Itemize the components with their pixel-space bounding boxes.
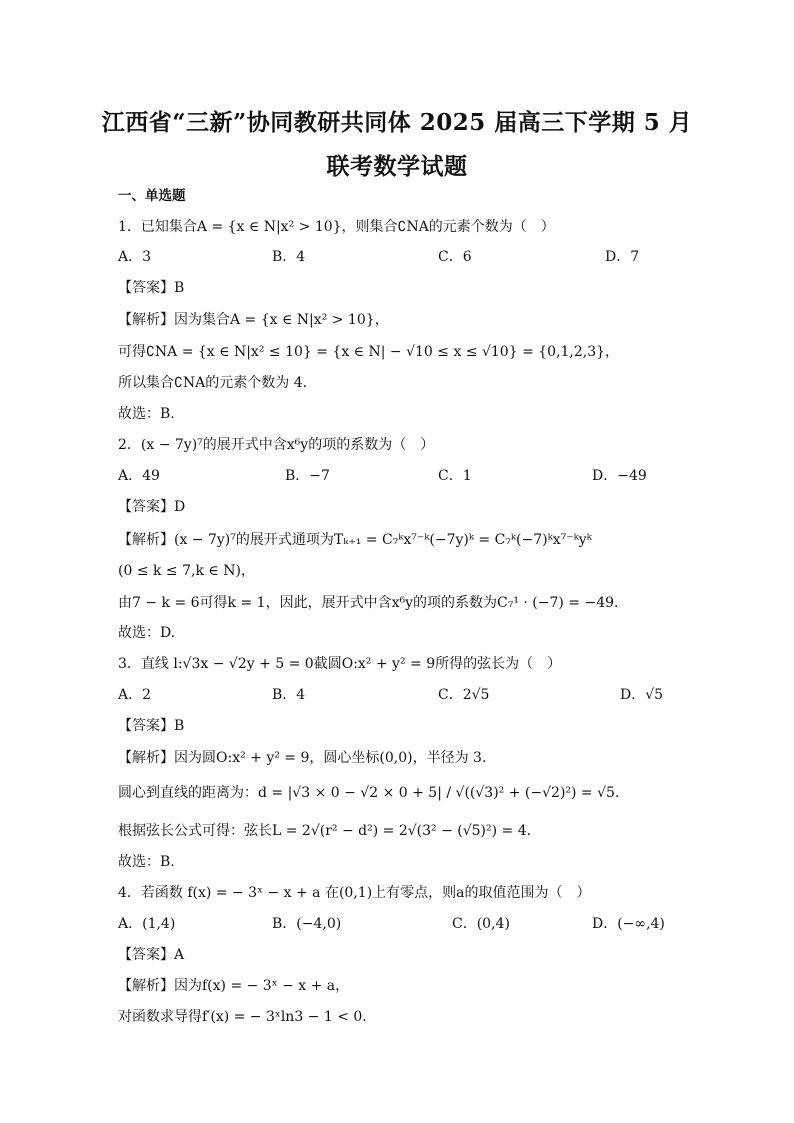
section-heading: 一、单选题 <box>118 188 186 204</box>
q2-option-b: B．−7 <box>285 468 330 484</box>
q3-option-d: D．√5 <box>620 687 664 703</box>
q4-option-d: D．(−∞,4) <box>592 916 665 932</box>
q3-answer: 【答案】B <box>118 718 185 734</box>
q2-analysis-4: 故选：D. <box>118 625 176 641</box>
q2-stem: 2．(x − 7y)⁷的展开式中含x⁶y的项的系数为（ ） <box>118 437 435 453</box>
q1-option-c: C．6 <box>438 249 472 265</box>
q1-analysis-4: 故选：B. <box>118 406 175 422</box>
q2-option-d: D．−49 <box>592 468 647 484</box>
q1-analysis-2: 可得∁NA = {x ∈ N|x² ≤ 10} = {x ∈ N| − √10 ≤ x ≤ √10} = {0,1,2,3}， <box>118 344 620 360</box>
q2-analysis-2: (0 ≤ k ≤ 7,k ∈ N)， <box>118 563 255 579</box>
q4-option-a: A．(1,4) <box>118 916 176 932</box>
title-line-2: 联考数学试题 <box>326 153 468 180</box>
q2-analysis-1: 【解析】(x − 7y)⁷的展开式通项为Tₖ₊₁ = C₇ᵏx⁷⁻ᵏ(−7y)ᵏ = C₇ᵏ(−7)ᵏx⁷⁻ᵏyᵏ <box>118 532 592 548</box>
q2-analysis-3: 由7 − k = 6可得k = 1，因此，展开式中含x⁶y的项的系数为C₇¹ · (−7) = −49. <box>118 595 619 611</box>
q3-analysis-3: 根据弦长公式可得：弦长L = 2√(r² − d²) = 2√(3² − (√5)²) = 4. <box>118 823 532 839</box>
q4-option-b: B．(−4,0) <box>272 916 342 932</box>
q2-option-c: C．1 <box>438 468 472 484</box>
q1-analysis-1: 【解析】因为集合A = {x ∈ N|x² > 10}， <box>118 312 389 328</box>
q3-analysis-2: 圆心到直线的距离为：d = |√3 × 0 − √2 × 0 + 5| / √((√3)² + (−√2)²) = √5. <box>118 785 620 801</box>
title-line-1: 江西省“三新”协同教研共同体 2025 届高三下学期 5 月 <box>101 109 693 136</box>
q2-answer: 【答案】D <box>118 499 186 515</box>
q3-option-c: C．2√5 <box>438 687 490 703</box>
q4-analysis-1: 【解析】因为f(x) = − 3ˣ − x + a， <box>118 978 350 994</box>
q1-analysis-3: 所以集合∁NA的元素个数为 4. <box>118 375 308 391</box>
q3-analysis-1: 【解析】因为圆O:x² + y² = 9，圆心坐标(0,0)，半径为 3. <box>118 750 487 766</box>
q1-answer: 【答案】B <box>118 280 185 296</box>
q1-option-d: D．7 <box>605 249 640 265</box>
q3-option-a: A．2 <box>118 687 152 703</box>
q4-option-c: C．(0,4) <box>452 916 510 932</box>
q4-stem: 4．若函数 f(x) = − 3ˣ − x + a 在(0,1)上有零点，则a的取值范围为（ ） <box>118 885 591 901</box>
q1-option-a: A．3 <box>118 249 152 265</box>
q4-answer: 【答案】A <box>118 947 185 963</box>
q2-option-a: A．49 <box>118 468 160 484</box>
q4-analysis-2: 对函数求导得f′(x) = − 3ˣln3 − 1 < 0. <box>118 1009 367 1025</box>
q1-option-b: B．4 <box>272 249 306 265</box>
q3-option-b: B．4 <box>272 687 306 703</box>
q3-analysis-4: 故选：B. <box>118 854 175 870</box>
q1-stem: 1．已知集合A = {x ∈ N|x² > 10}，则集合∁NA的元素个数为（ ） <box>118 219 555 235</box>
q3-stem: 3．直线 l:√3x − √2y + 5 = 0截圆O:x² + y² = 9所得的弦长为（ ） <box>118 656 562 672</box>
